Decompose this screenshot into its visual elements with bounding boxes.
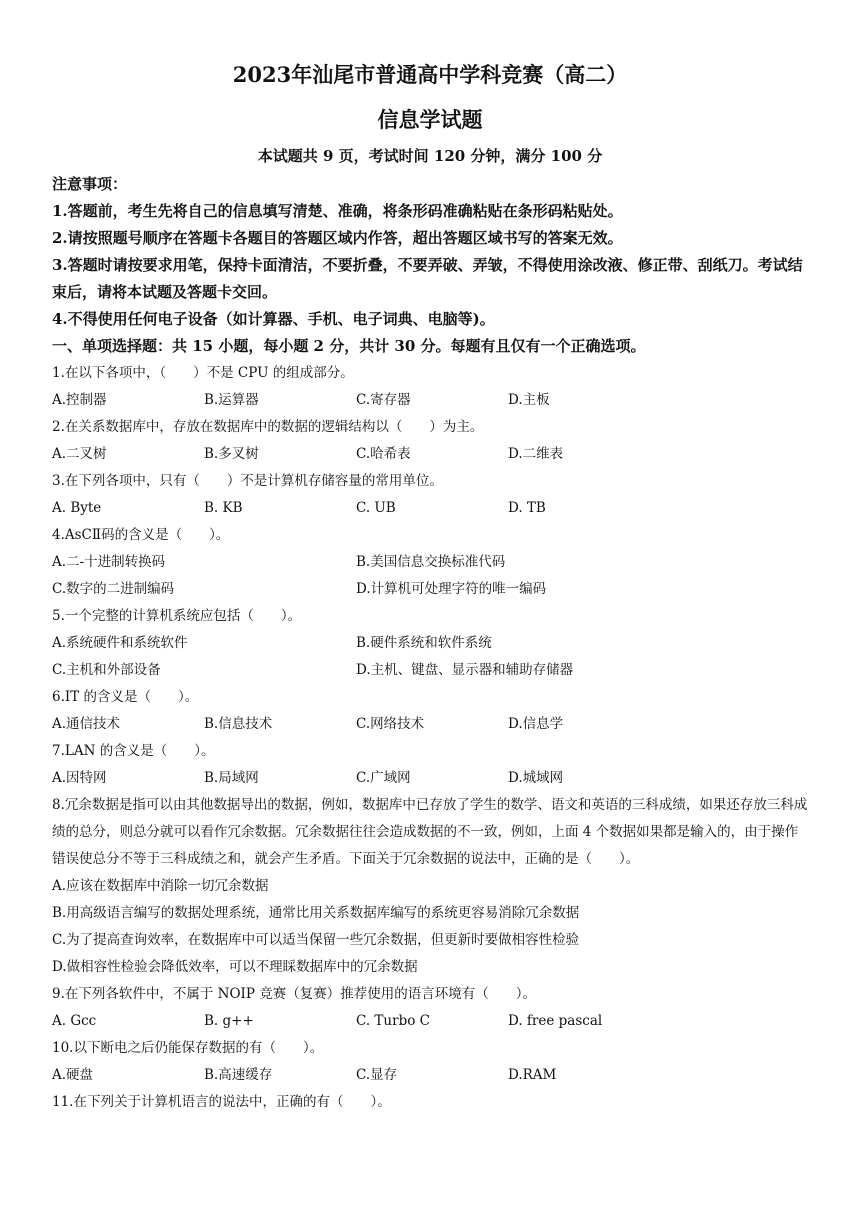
- question-stem: 6.IT 的含义是（ ）。: [52, 689, 199, 705]
- question-stem: 10.以下断电之后仍能保存数据的有（ ）。: [52, 1040, 324, 1056]
- option-a: A.因特网: [52, 770, 107, 786]
- note-item: 4.不得使用任何电子设备（如计算器、手机、电子词典、电脑等)。: [52, 310, 495, 328]
- option-row: [52, 549, 808, 576]
- option-b: B.硬件系统和软件系统: [356, 635, 492, 651]
- exam-info: 本试题共 9 页，考试时间 120 分钟，满分 100 分: [257, 147, 603, 165]
- option-c: C.显存: [356, 1067, 398, 1083]
- option-d: D. TB: [508, 500, 546, 516]
- option-d: D.RAM: [508, 1067, 557, 1083]
- option-row: [52, 657, 808, 684]
- question-stem: 5.一个完整的计算机系统应包括（ ）。: [52, 608, 302, 624]
- option-b: B.信息技术: [204, 716, 273, 732]
- question-6: [52, 684, 808, 738]
- option-d: D.计算机可处理字符的唯一编码: [356, 581, 547, 597]
- option-d: D.主板: [508, 392, 550, 408]
- option-a: A.系统硬件和系统软件: [52, 635, 188, 651]
- option-row: [52, 711, 808, 738]
- note-item: 3.答题时请按要求用笔，保持卡面清洁，不要折叠，不要弄破、弄皱，不得使用涂改液、修正带、刮纸刀。考试结束后，请将本试题及答题卡交回。: [52, 256, 803, 301]
- note-item: 1.答题前，考生先将自己的信息填写清楚、准确，将条形码准确粘贴在条形码粘贴处。: [52, 202, 623, 220]
- option-a: A.控制器: [52, 392, 107, 408]
- note-item: 2.请按照题号顺序在答题卡各题目的答题区域内作答，超出答题区域书写的答案无效。: [52, 229, 623, 247]
- option-row: [52, 387, 808, 414]
- option-c: C. Turbo C: [356, 1013, 430, 1029]
- question-3: [52, 468, 808, 522]
- question-stem: 8.冗余数据是指可以由其他数据导出的数据，例如，数据库中已存放了学生的数学、语文和英语的三科成绩，如果还存放三科成绩的总分，则总分就可以看作冗余数据。冗余数据往往会造成数据的不一致，例如，上面 4 个数据如果都是输入的，由于操作错误使总分不等于三科成绩之和，就会产生矛盾。下面关于冗余数据的说法中，正确的是（ ）。: [52, 797, 808, 867]
- option-d: D.信息学: [508, 716, 564, 732]
- exam-content: [52, 171, 808, 1116]
- option-c: C.广域网: [356, 770, 411, 786]
- option-d: D. free pascal: [508, 1013, 603, 1029]
- option-d: D.城域网: [508, 770, 564, 786]
- option-a: A.二叉树: [52, 446, 107, 462]
- option-b: B.美国信息交换标准代码: [356, 554, 506, 570]
- option-c: C.数字的二进制编码: [52, 581, 175, 597]
- option-row: [52, 1062, 808, 1089]
- option-d: D.二维表: [508, 446, 564, 462]
- section-heading: 一、单项选择题：共 15 小题，每小题 2 分，共计 30 分。每题有且仅有一个正确选项。: [52, 337, 646, 355]
- option-d: D.做相容性检验会降低效率，可以不理睬数据库中的冗余数据: [52, 959, 418, 975]
- option-c: C.寄存器: [356, 392, 411, 408]
- question-11: [52, 1089, 808, 1116]
- question-stem: 4.AsCⅡ码的含义是（ ）。: [52, 527, 230, 543]
- option-c: C. UB: [356, 500, 396, 516]
- question-8: [52, 792, 808, 981]
- question-2: [52, 414, 808, 468]
- option-a: A.应该在数据库中消除一切冗余数据: [52, 878, 269, 894]
- option-row: [52, 630, 808, 657]
- question-stem: 7.LAN 的含义是（ ）。: [52, 743, 215, 759]
- exam-title: 2023年汕尾市普通高中学科竞赛（高二）: [232, 62, 628, 87]
- option-row: [52, 441, 808, 468]
- option-c: C.哈希表: [356, 446, 411, 462]
- option-c: C.为了提高查询效率，在数据库中可以适当保留一些冗余数据，但更新时要做相容性检验: [52, 932, 580, 948]
- option-a: A. Gcc: [52, 1013, 97, 1029]
- option-c: C.网络技术: [356, 716, 425, 732]
- question-stem: 3.在下列各项中，只有（ ）不是计算机存储容量的常用单位。: [52, 473, 443, 489]
- option-a: A.通信技术: [52, 716, 121, 732]
- option-b: B.局域网: [204, 770, 259, 786]
- option-list: [52, 873, 808, 981]
- notes-heading: 注意事项：: [52, 175, 128, 193]
- question-4: [52, 522, 808, 603]
- question-1: [52, 360, 808, 414]
- question-stem: 11.在下列关于计算机语言的说法中，正确的有（ ）。: [52, 1094, 391, 1110]
- option-row: [52, 495, 808, 522]
- option-b: B. KB: [204, 500, 243, 516]
- option-a: A.二-十进制转换码: [52, 554, 166, 570]
- question-stem: 9.在下列各软件中，不属于 NOIP 竞赛（复赛）推荐使用的语言环境有（ ）。: [52, 986, 537, 1002]
- option-b: B. g++: [204, 1013, 254, 1029]
- option-b: B.高速缓存: [204, 1067, 273, 1083]
- option-a: A.硬盘: [52, 1067, 94, 1083]
- question-stem: 1.在以下各项中，（ ）不是 CPU 的组成部分。: [52, 365, 354, 381]
- option-row: [52, 576, 808, 603]
- question-5: [52, 603, 808, 684]
- option-c: C.主机和外部设备: [52, 662, 161, 678]
- option-d: D.主机、键盘、显示器和辅助存储器: [356, 662, 574, 678]
- question-stem: 2.在关系数据库中，存放在数据库中的数据的逻辑结构以（ ）为主。: [52, 419, 484, 435]
- question-7: [52, 738, 808, 792]
- option-b: B.运算器: [204, 392, 259, 408]
- question-10: [52, 1035, 808, 1089]
- option-b: B.多叉树: [204, 446, 259, 462]
- option-b: B.用高级语言编写的数据处理系统，通常比用关系数据库编写的系统更容易消除冗余数据: [52, 905, 580, 921]
- option-row: [52, 1008, 808, 1035]
- question-9: [52, 981, 808, 1035]
- subject-title: 信息学试题: [377, 107, 483, 132]
- option-row: [52, 765, 808, 792]
- option-a: A. Byte: [52, 500, 102, 516]
